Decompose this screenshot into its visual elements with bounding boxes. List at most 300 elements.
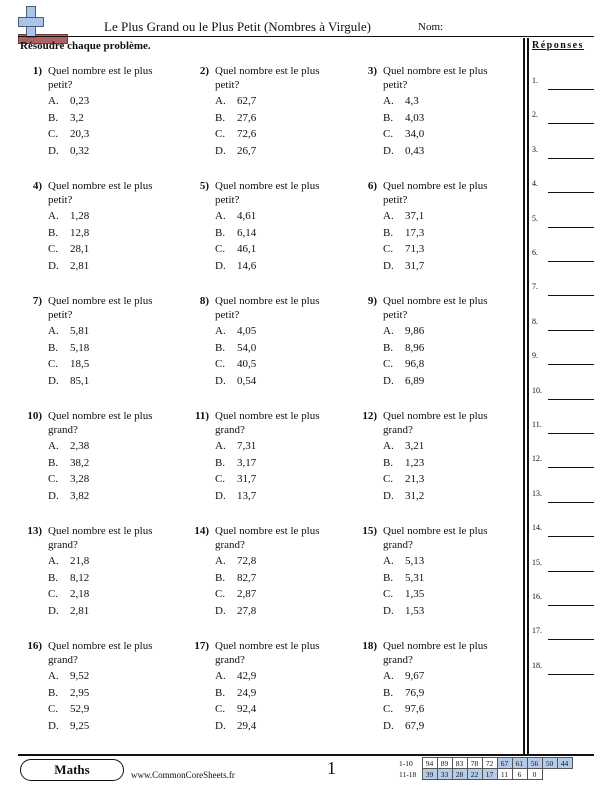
problem-question: Quel nombre est le plus petit?: [383, 295, 488, 321]
choice-letter: D.: [215, 374, 226, 387]
choice-item: [383, 209, 493, 226]
choice-value: 40,5: [237, 358, 257, 370]
choice-letter: D.: [383, 489, 394, 502]
choice-item: [48, 571, 158, 588]
problem-question: Quel nombre est le plus petit?: [383, 65, 488, 91]
choice-letter: A.: [215, 440, 226, 452]
choice-item: [48, 669, 158, 686]
choice-item: [383, 94, 493, 111]
answer-blank[interactable]: [532, 661, 594, 675]
choice-item: [48, 94, 158, 111]
choice-letter: B.: [215, 571, 226, 584]
choice-item: [383, 144, 493, 161]
choice-item: [383, 242, 493, 259]
choice-letter: B.: [48, 571, 59, 584]
choice-letter: D.: [383, 719, 394, 732]
choice-letter: B.: [48, 456, 59, 469]
answer-blank[interactable]: [532, 592, 594, 606]
choice-item: [383, 587, 493, 604]
choice-item: [48, 456, 158, 473]
answer-underline: [548, 227, 594, 228]
choice-value: 2,18: [70, 588, 90, 600]
instructions: Résoudre chaque problème.: [20, 40, 151, 52]
choice-value: 29,4: [237, 719, 257, 732]
choice-item: [48, 374, 158, 391]
choice-letter: B.: [215, 456, 226, 469]
answer-underline: [548, 639, 594, 640]
choice-value: 9,52: [70, 670, 90, 682]
choice-item: [48, 604, 158, 621]
choice-value: 28,1: [70, 243, 90, 255]
choice-list: [48, 94, 158, 160]
choice-value: 72,6: [237, 128, 257, 140]
problem-question: Quel nombre est le plus grand?: [215, 410, 320, 436]
answer-label: 13.: [532, 488, 542, 498]
answer-blank[interactable]: [532, 523, 594, 537]
choice-item: [48, 702, 158, 719]
choice-item: [215, 127, 325, 144]
score-cell: 56: [527, 758, 542, 769]
problem-question: Quel nombre est le plus grand?: [48, 640, 153, 666]
answer-blank[interactable]: [532, 76, 594, 90]
choice-item: [48, 472, 158, 489]
choice-letter: A.: [215, 210, 226, 222]
score-cell: 61: [512, 758, 527, 769]
choice-letter: C.: [215, 243, 226, 255]
answer-label: 3.: [532, 144, 538, 154]
choice-letter: C.: [48, 703, 59, 715]
choice-value: 2,81: [70, 604, 90, 617]
choice-value: 3,2: [70, 111, 84, 124]
choice-letter: D.: [215, 489, 226, 502]
choice-value: 27,6: [237, 111, 257, 124]
choice-letter: D.: [383, 259, 394, 272]
problem-question: Quel nombre est le plus petit?: [383, 180, 488, 206]
score-table: [398, 757, 573, 780]
choice-letter: D.: [215, 259, 226, 272]
score-cell: 72: [482, 758, 497, 769]
choice-letter: A.: [215, 555, 226, 567]
problem-question: Quel nombre est le plus petit?: [215, 295, 320, 321]
problem-question: Quel nombre est le plus grand?: [215, 525, 320, 551]
choice-item: [48, 554, 158, 571]
choice-letter: C.: [383, 703, 394, 715]
choice-letter: A.: [48, 440, 59, 452]
answer-blank[interactable]: [532, 214, 594, 228]
choice-letter: A.: [383, 95, 394, 107]
choice-item: [383, 669, 493, 686]
choice-value: 8,96: [405, 341, 425, 354]
score-cell: 33: [437, 769, 452, 780]
choice-letter: D.: [383, 374, 394, 387]
choice-letter: A.: [48, 210, 59, 222]
choice-value: 3,28: [70, 473, 90, 485]
website-link[interactable]: www.CommonCoreSheets.fr: [131, 770, 235, 780]
answer-underline: [548, 399, 594, 400]
choice-letter: D.: [48, 259, 59, 272]
choice-value: 96,8: [405, 358, 425, 370]
choice-value: 76,9: [405, 686, 425, 699]
choice-value: 5,13: [405, 555, 425, 567]
choice-value: 12,8: [70, 226, 90, 239]
problem-question: Quel nombre est le plus petit?: [48, 180, 153, 206]
score-row: [398, 769, 572, 780]
problem-question: Quel nombre est le plus petit?: [215, 180, 320, 206]
score-row: [398, 758, 572, 769]
answer-underline: [548, 605, 594, 606]
problem-number: 15): [362, 525, 377, 537]
choice-value: 2,81: [70, 259, 90, 272]
problem-number: 12): [362, 410, 377, 422]
problem-number: 17): [194, 640, 209, 652]
score-cell: 94: [422, 758, 437, 769]
answer-label: 5.: [532, 213, 538, 223]
answer-blank[interactable]: [532, 248, 594, 262]
answer-underline: [548, 89, 594, 90]
answer-label: 18.: [532, 660, 542, 670]
choice-list: [383, 94, 493, 160]
choice-value: 5,18: [70, 341, 90, 354]
choice-value: 9,67: [405, 670, 425, 682]
choice-value: 18,5: [70, 358, 90, 370]
choice-letter: D.: [215, 144, 226, 157]
choice-value: 46,1: [237, 243, 257, 255]
title-divider: [18, 36, 594, 37]
choice-letter: A.: [48, 325, 59, 337]
page-title: Le Plus Grand ou le Plus Petit (Nombres à Virgule): [104, 19, 372, 34]
answer-blank[interactable]: [532, 420, 594, 434]
choice-item: [215, 686, 325, 703]
problem-question: Quel nombre est le plus grand?: [383, 410, 488, 436]
choice-item: [383, 472, 493, 489]
choice-letter: A.: [48, 670, 59, 682]
choice-item: [215, 472, 325, 489]
choice-item: [215, 669, 325, 686]
problem-question: Quel nombre est le plus petit?: [215, 65, 320, 91]
choice-letter: D.: [383, 604, 394, 617]
answer-label: 10.: [532, 385, 542, 395]
problem-question: Quel nombre est le plus grand?: [383, 640, 488, 666]
choice-letter: D.: [383, 144, 394, 157]
choice-value: 92,4: [237, 703, 257, 715]
choice-value: 1,23: [405, 456, 425, 469]
choice-letter: C.: [383, 588, 394, 600]
problem-number: 8): [199, 295, 209, 307]
choice-value: 52,9: [70, 703, 90, 715]
choice-value: 2,38: [70, 440, 90, 452]
choice-value: 34,0: [405, 128, 425, 140]
choice-item: [383, 324, 493, 341]
choice-letter: D.: [48, 489, 59, 502]
problem-number: 18): [362, 640, 377, 652]
choice-item: [383, 456, 493, 473]
problem-number: 13): [27, 525, 42, 537]
choice-item: [48, 341, 158, 358]
choice-item: [383, 226, 493, 243]
subject-badge: Maths: [20, 759, 124, 781]
choice-item: [48, 226, 158, 243]
choice-value: 72,8: [237, 555, 257, 567]
score-cell: 83: [452, 758, 467, 769]
choice-value: 3,21: [405, 440, 425, 452]
choice-letter: B.: [383, 571, 394, 584]
answers-header: Réponses: [532, 40, 585, 51]
choice-value: 0,54: [237, 374, 257, 387]
answer-underline: [548, 192, 594, 193]
problem-number: 16): [27, 640, 42, 652]
choice-item: [48, 242, 158, 259]
choice-list: [383, 669, 493, 735]
choice-item: [215, 144, 325, 161]
answer-blank[interactable]: [532, 145, 594, 159]
answer-label: 6.: [532, 248, 538, 257]
problem-question: Quel nombre est le plus grand?: [383, 525, 488, 551]
choice-list: [215, 554, 325, 620]
choice-item: [215, 324, 325, 341]
answer-label: 17.: [532, 626, 542, 636]
answer-underline: [548, 467, 594, 468]
choice-value: 24,9: [237, 686, 257, 699]
answer-label: 4.: [532, 179, 538, 189]
choice-letter: A.: [215, 670, 226, 682]
choice-value: 1,53: [405, 604, 425, 617]
choice-item: [215, 111, 325, 128]
problem-number: 11): [194, 410, 209, 422]
answer-blank[interactable]: [532, 351, 594, 365]
choice-value: 3,82: [70, 489, 90, 502]
choice-item: [48, 259, 158, 276]
choice-value: 67,9: [405, 719, 425, 732]
choice-item: [215, 489, 325, 506]
problem-number: 1): [32, 65, 42, 77]
choice-letter: B.: [383, 456, 394, 469]
answer-underline: [548, 433, 594, 434]
choice-item: [48, 686, 158, 703]
choice-item: [383, 341, 493, 358]
choice-item: [215, 571, 325, 588]
choice-list: [48, 669, 158, 735]
problem-number: 5): [199, 180, 209, 192]
choice-value: 4,3: [405, 95, 419, 107]
choice-item: [48, 111, 158, 128]
choice-letter: B.: [48, 686, 59, 699]
choice-list: [48, 324, 158, 390]
problem-question: Quel nombre est le plus grand?: [48, 410, 153, 436]
choice-item: [383, 702, 493, 719]
answer-underline: [548, 502, 594, 503]
answer-label: 11.: [532, 420, 542, 429]
choice-item: [48, 209, 158, 226]
choice-item: [48, 587, 158, 604]
problem-question: Quel nombre est le plus petit?: [48, 65, 153, 91]
choice-value: 21,3: [405, 473, 425, 485]
choice-list: [48, 209, 158, 275]
answer-blank[interactable]: [532, 282, 594, 296]
answer-blank[interactable]: [532, 110, 594, 124]
choice-letter: C.: [48, 243, 59, 255]
score-cell: 22: [467, 769, 482, 780]
choice-list: [383, 554, 493, 620]
problem-number: 3): [367, 65, 377, 77]
score-cell: 6: [512, 769, 527, 780]
answer-label: 12.: [532, 454, 542, 464]
answer-blank[interactable]: [532, 386, 594, 400]
choice-list: [215, 94, 325, 160]
choice-letter: B.: [215, 686, 226, 699]
problem-number: 7): [32, 295, 42, 307]
problem-number: 2): [199, 65, 209, 77]
choice-value: 31,7: [405, 259, 425, 272]
choice-value: 85,1: [70, 374, 90, 387]
choice-letter: A.: [48, 555, 59, 567]
choice-value: 4,61: [237, 210, 257, 222]
choice-item: [383, 489, 493, 506]
choice-item: [215, 439, 325, 456]
score-cell: 11: [497, 769, 512, 780]
choice-value: 20,3: [70, 128, 90, 140]
choice-value: 2,95: [70, 686, 90, 699]
choice-item: [383, 439, 493, 456]
problem-number: 9): [367, 295, 377, 307]
choice-letter: D.: [215, 719, 226, 732]
choice-item: [215, 94, 325, 111]
choice-value: 4,03: [405, 111, 425, 124]
answer-label: 1.: [532, 76, 538, 85]
choice-value: 97,6: [405, 703, 425, 715]
choice-list: [383, 209, 493, 275]
answer-blank[interactable]: [532, 454, 594, 468]
score-cell: 50: [542, 758, 557, 769]
score-range: 11-18: [399, 769, 417, 779]
choice-value: 5,81: [70, 325, 90, 337]
choice-letter: C.: [383, 358, 394, 370]
choice-item: [215, 242, 325, 259]
problem-number: 6): [367, 180, 377, 192]
choice-value: 62,7: [237, 95, 257, 107]
choice-item: [383, 686, 493, 703]
choice-value: 6,14: [237, 226, 257, 239]
choice-letter: A.: [383, 325, 394, 337]
choice-value: 37,1: [405, 210, 425, 222]
score-cell: 28: [452, 769, 467, 780]
choice-letter: A.: [383, 210, 394, 222]
choice-item: [383, 111, 493, 128]
choice-letter: B.: [215, 226, 226, 239]
choice-letter: A.: [383, 440, 394, 452]
choice-letter: B.: [215, 111, 226, 124]
choice-item: [215, 702, 325, 719]
answer-underline: [548, 295, 594, 296]
choice-item: [383, 374, 493, 391]
choice-item: [215, 209, 325, 226]
choice-value: 3,17: [237, 456, 257, 469]
problem-number: 4): [32, 180, 42, 192]
choice-list: [215, 324, 325, 390]
answer-underline: [548, 674, 594, 675]
choice-item: [383, 719, 493, 736]
choice-letter: B.: [383, 686, 394, 699]
choice-item: [383, 127, 493, 144]
choice-value: 4,05: [237, 325, 257, 337]
name-label: Nom:: [418, 21, 444, 33]
answer-column-divider: [523, 38, 525, 754]
answer-underline: [548, 536, 594, 537]
choice-letter: C.: [215, 703, 226, 715]
choice-item: [215, 357, 325, 374]
answer-label: 15.: [532, 557, 542, 567]
choice-item: [215, 341, 325, 358]
choice-value: 31,7: [237, 473, 257, 485]
footer-divider: [18, 754, 594, 756]
choice-value: 82,7: [237, 571, 257, 584]
answer-label: 9.: [532, 351, 538, 361]
choice-letter: D.: [48, 144, 59, 157]
choice-list: [48, 439, 158, 505]
choice-item: [383, 357, 493, 374]
choice-item: [215, 587, 325, 604]
score-cell: 17: [482, 769, 497, 780]
choice-value: 6,89: [405, 374, 425, 387]
choice-value: 0,43: [405, 144, 425, 157]
choice-value: 38,2: [70, 456, 90, 469]
score-cell: 0: [527, 769, 542, 780]
choice-letter: B.: [383, 111, 394, 124]
answer-blank[interactable]: [532, 179, 594, 193]
score-cell: 89: [437, 758, 452, 769]
choice-value: 42,9: [237, 670, 257, 682]
choice-item: [383, 604, 493, 621]
choice-item: [48, 489, 158, 506]
answer-blank[interactable]: [532, 489, 594, 503]
answer-underline: [548, 158, 594, 159]
choice-letter: A.: [215, 95, 226, 107]
choice-item: [383, 554, 493, 571]
choice-list: [215, 439, 325, 505]
problem-question: Quel nombre est le plus petit?: [48, 295, 153, 321]
answer-column-divider-inner: [527, 38, 529, 754]
page-number: 1: [327, 758, 336, 778]
choice-letter: A.: [48, 95, 59, 107]
choice-value: 13,7: [237, 489, 257, 502]
answer-blank[interactable]: [532, 317, 594, 331]
answer-label: 8.: [532, 316, 538, 326]
answer-label: 7.: [532, 282, 538, 292]
choice-letter: C.: [48, 128, 59, 140]
choice-value: 27,8: [237, 604, 257, 617]
choice-value: 9,86: [405, 325, 425, 337]
answer-blank[interactable]: [532, 558, 594, 572]
choice-item: [215, 226, 325, 243]
choice-letter: C.: [383, 243, 394, 255]
choice-letter: B.: [48, 226, 59, 239]
choice-value: 0,23: [70, 95, 90, 107]
choice-value: 8,12: [70, 571, 90, 584]
choice-item: [383, 571, 493, 588]
choice-letter: C.: [48, 358, 59, 370]
choice-letter: C.: [215, 473, 226, 485]
answer-underline: [548, 330, 594, 331]
choice-value: 0,32: [70, 144, 90, 157]
answer-underline: [548, 261, 594, 262]
problem-number: 14): [194, 525, 209, 537]
choice-value: 5,31: [405, 571, 425, 584]
problem-question: Quel nombre est le plus grand?: [48, 525, 153, 551]
answer-blank[interactable]: [532, 626, 594, 640]
score-cell: 39: [422, 769, 437, 780]
choice-value: 7,31: [237, 440, 257, 452]
choice-list: [48, 554, 158, 620]
choice-item: [383, 259, 493, 276]
